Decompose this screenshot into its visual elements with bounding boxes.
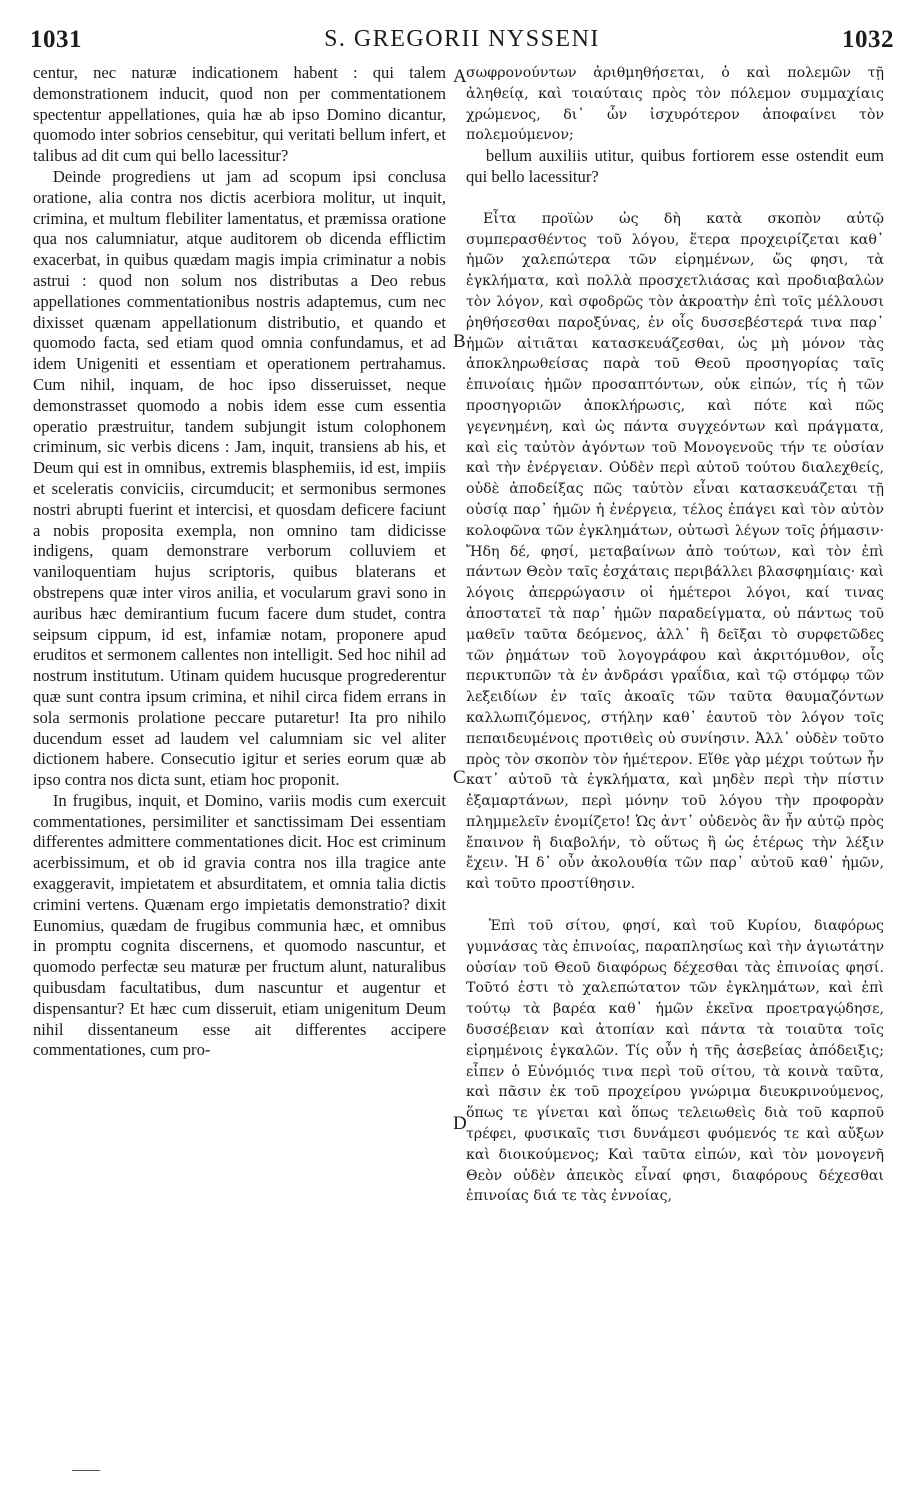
greek-column [466, 63, 884, 1207]
latin-paragraph-1: centur, nec naturæ indicationem habent : qui talem demonstrationem inducit, quod non per commentationem spectentur appellationes, quia hæ ab ipso Domino dicantur, quomodo inter sobrios censebitur, qui veritati bellum infert, et talibus ad dit cum qui bello lacessitur? [33, 63, 446, 166]
greek-paragraph-3: Ἐπὶ τοῦ σίτου, φησί, καὶ τοῦ Κυρίου, διαφόρως γυμνάσας τὰς ἐπινοίας, παραπλησίως καὶ τὴν ἁγιωτάτην οὐσίαν τοῦ Θεοῦ διαφόρως δέχεσθαι τὰς ἐπινοίας φησί. Τοῦτό ἐστι τὸ χαλεπώτατον τῶν ἐγκλημάτων, καὶ ἐπὶ τούτῳ τὰ βαρέα καθ᾽ ἡμῶν ἐκεῖνα προετραγῴδησε, δυσσέβειαν καὶ ἀτοπίαν καὶ πάντα τὰ τοιαῦτα τοῖς εἰρημένοις ἐγκαλῶν. Τίς οὖν ἡ τῆς ἀσεβείας ἀπόδειξις; εἶπεν ὁ Εὐνόμιός τινα περὶ τοῦ σίτου, τὰ κοινὰ ταῦτα, καὶ πᾶσιν ἐκ τοῦ προχείρου γνώριμα διευκρινούμενος, ὅπως τε γίνεται καὶ ὅπως τελειωθεὶς διὰ τοῦ καρποῦ τρέφει, φυσικαῖς τισι δυνάμεσι φυόμενός τε καὶ αὔξων καὶ διοικούμενος; Καὶ ταῦτα εἰπών, καὶ τὸν μονογενῆ Θεὸν οὐδὲν ἀπεικὸς εἶναί φησι, διαφόρους δέχεσθαι ἐπινοίας διά τε τὰς ἐννοίας, [466, 918, 884, 1205]
latin-paragraph-2: Deinde progrediens ut jam ad scopum ipsi conclusa oratione, alia contra nos dictis acerbiora molitur, ut inquit, crimina, et multum flebiliter lamentatus, et præmissa oratione qua nos calumniatur, atque auditorem ob dicenda efflictim exacerbat, in quibus quædam magis impia criminatur a nobis astrui : quod non solum nos distributas a Deo rebus appellationes commentationibus nostris adaptemus, cum nec dixisset quænam appellationum distributio, et quando et quomodo facta, sed etiam quod omnia confundamus, et ad idem Unigeniti et essentiam et operationem pertrahamus. Cum nihil, inquam, de hoc ipso disseruisset, neque demonstrasset quomodo a nobis idem esse cum essentia operatio præstruitur, tandem subjungit istum colophonem criminum, sic verbis dicens : Jam, inquit, transiens ab his, et Deum qui est in omnibus, extremis blasphemiis, id est, impiis et sceleratis conviciis, circumducit; et sermonibus sermones nostri abrupti fuerint et intercisi, et quosdam deficere faciunt a nobis proposita exempla, non omnino tam didicisse indigens, quam demonstrare verborum colluviem et vaniloquentiam hujus scriptoris, quibus blaterans et obstrepens quæ inter viros anilia, et vocularum gravi sono in auribus hæc demirantium fucum facere dum studet, contra seipsum cippum, id est, infamiæ notam, proponere apud eruditos et sermonem callentes non intelligit. Sed hoc nihil ad nostrum institutum. Utinam quidem hucusque progrederentur quæ sunt contra ipsum crimina, et nihil circa fidem errans in sola sermonis prolatione peccare putaretur! Ita pro nihilo ducendum esset ad laudem vel calumniam sic vel aliter dictionem habere. Consecutio igitur et series eorum quæ ab ipso contra nos dicta sunt, etiam hoc proponit. [33, 166, 446, 790]
margin-letter-b: B [453, 331, 466, 352]
page-number-left: 1031 [30, 26, 82, 53]
greek-paragraph-2: Εἶτα προϊὼν ὡς δὴ κατὰ σκοπὸν αὐτῷ συμπερασθέντος τοῦ λόγου, ἕτερα προχειρίζεται καθ᾽ ἡμῶν χαλεπώτερα τῶν εἰρημένων, ὥς φησι, τὰ ἐγκλήματα, καὶ πολλὰ προσχετλιάσας καὶ προδιαβαλὼν τὸν λόγον, καὶ σφοδρῶς τὸν ἀκροατὴν ἐπὶ τοῖς μέλλουσι ῥηθήσεσθαι παροξύνας, ἐν οἷς δυσσεβέστερά τινα παρ᾽ ἡμῶν αἰτιᾶται κατασκευάζεσθαι, ὡς μὴ μόνον τὰς ἀποκληρωθείσας παρὰ τοῦ Θεοῦ προσηγορίας ταῖς ἐπινοίαις ἡμῶν προσαπτόντων, οὐκ εἰπών, τίς ἡ τῶν προσηγοριῶν ἀποκλήρωσις, καὶ πότε καὶ πῶς γεγενημένη, καὶ ὡς πάντα συγχεόντων καὶ πράγματα, καὶ εἰς ταὐτὸν ἀγόντων τοῦ Μονογενοῦς τήν τε οὐσίαν καὶ τὴν ἐνέργειαν. Οὐδὲν περὶ αὐτοῦ τούτου διαλεχθείς, οὐδὲ ἀποδείξας πῶς ταὐτὸν εἶναι κατασκευάζεται τῇ οὐσίᾳ παρ᾽ ἡμῶν ἡ ἐνέργεια, τέλος ἐπάγει καὶ τὸν αὐτὸν κολοφῶνα τῶν ἐγκλημάτων, οὑτωσὶ λέγων τοῖς ῥήμασιν· Ἤδη δέ, φησί, μεταβαίνων ἀπὸ τούτων, καὶ τὸν ἐπὶ πάντων Θεὸν ταῖς ἐσχάταις περιβάλλει βλασφημίαις· καὶ λόγοις ἀπερρώγασιν οἱ ἡμέτεροι λόγοι, καί τινας ἀποστατεῖ τὰ παρ᾽ ἡμῶν παραδείγματα, οὐ πάντως τοῦ μαθεῖν ταῦτα δεόμενος, ἀλλ᾽ ἢ δεῖξαι τὸ συρφετῶδες τῶν ῥημάτων τοῦ λογογράφου καὶ ἀκριτόμυθον, οἷς περικτυπῶν τὰ ἐν ἀνδράσι γραΐδια, καὶ τῷ στόμφῳ τῶν λεξειδίων ἐν ταῖς ἀκοαῖς τῶν ταῦτα θαυμαζόντων καλλωπιζόμενος, στήλην καθ᾽ ἑαυτοῦ τὸν λόγον τοῖς πεπαιδευμένοις προτιθεὶς οὐ συνίησιν. Ἀλλ᾽ οὐδὲν τοῦτο πρὸς τὸν σκοπὸν τὸν ἡμέτερον. Εἴθε γὰρ μέχρι τούτων ἦν κατ᾽ αὐτοῦ τὰ ἐγκλήματα, καὶ μηδὲν περὶ τὴν πίστιν ἐξαμαρτάνων, περὶ μόνην τοῦ λόγου τὴν προφορὰν πλημμελεῖν ἐνομίζετο! Ὡς ἀντ᾽ οὐδενὸς ἂν ἦν αὐτῷ πρὸς ἔπαινον ἢ διαβολήν, τὸ οὕτως ἢ ὡς ἑτέρως τὴν λέξιν ἔχειν. Ἡ δ᾽ οὖν ἀκολουθία τῶν παρ᾽ αὐτοῦ καθ᾽ ἡμῶν, καὶ τοῦτο προστίθησιν. [466, 210, 884, 893]
margin-letter-c: C [453, 767, 466, 788]
running-title: S. GREGORII NYSSENI [324, 26, 600, 52]
footnote-rule [72, 1470, 100, 1471]
page-header [0, 26, 924, 60]
latin-continuation: bellum auxiliis utitur, quibus fortiorem esse ostendit eum qui bello lacessitur? [466, 146, 884, 186]
margin-letter-a: A [453, 66, 467, 87]
margin-letter-d: D [453, 1113, 467, 1134]
page-number-right: 1032 [842, 26, 894, 53]
latin-paragraph-3: In frugibus, inquit, et Domino, variis modis cum exercuit commentationes, persimiliter et sanctissimam Dei essentiam differentes admittere commentationes dicit. Hoc est criminum acerbissimum, et ob id gravia contra nos illa tragice ante exaggeravit, impietatem et absurditatem, et omnia talia dictis crimini vertens. Quænam ergo impietatis demonstratio? dixit Eunomius, quædam de frugibus communia hæc, et omnibus in promptu cognita discernens, et quomodo nascuntur, et quomodo perfectæ seu maturæ per fructum alunt, naturalibus quibusdam facultatibus, dum nascuntur et augentur et dispensantur? Et hæc cum disseruit, etiam unigenitum Deum nihil dissentaneum esse ait differentes accipere commentationes, cum pro- [33, 790, 446, 1060]
greek-paragraph-1: σωφρονούντων ἀριθμηθήσεται, ὁ καὶ πολεμῶν τῇ ἀληθείᾳ, καὶ τοιαύταις πρὸς τὸν πόλεμον συμμαχίαις χρώμενος, δι᾽ ὧν ἰσχυρότερον ἀποφαίνει τὸν πολεμούμενον; [466, 65, 884, 144]
latin-column [33, 63, 446, 1061]
